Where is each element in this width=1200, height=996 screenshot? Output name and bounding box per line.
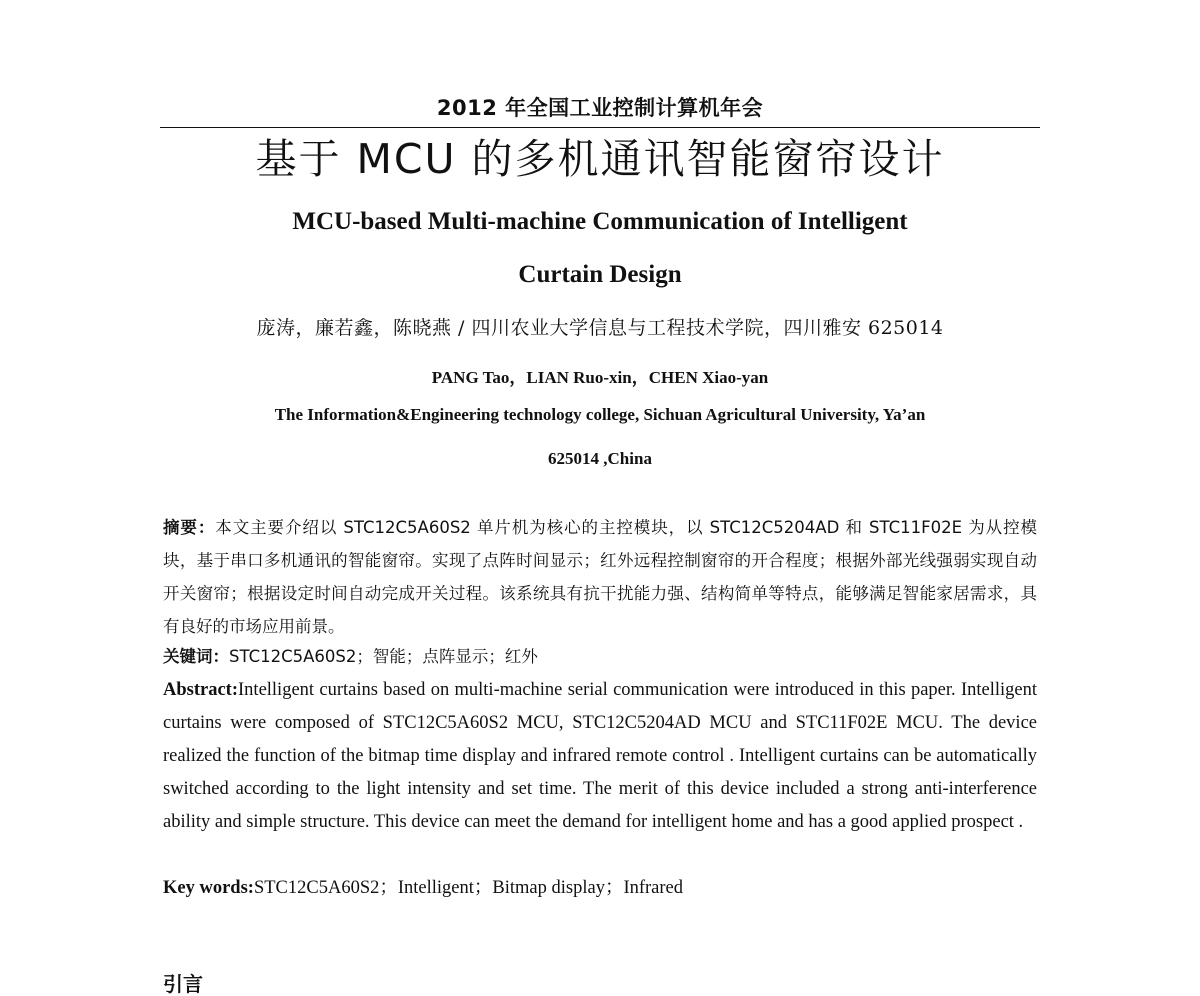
- english-keywords: [163, 873, 1037, 899]
- english-abstract-text: Intelligent curtains based on multi-machine serial communication were introduced in this paper. Intelligent curtains were composed of STC12C5A60S2 MCU, STC12C5204AD MCU and STC11F02E MCU. The device realized the function of the bitmap time display and infrared remote control . Intelligent curtains can be automatically switched according to the light intensity and set time. The merit of this device included a strong anti-interference ability and simple structure. This device can meet the demand for intelligent home and has a good applied prospect .: [163, 680, 1037, 832]
- english-keywords-text: STC12C5A60S2；Intelligent；Bitmap display；Infrared: [253, 878, 684, 898]
- header-rule: [160, 127, 1040, 128]
- chinese-abstract-text: 本文主要介绍以 STC12C5A60S2 单片机为核心的主控模块，以 STC12C5204AD 和 STC11F02E 为从控模块，基于串口多机通讯的智能窗帘。实现了点阵时间显示；红外远程控制窗帘的开合程度；根据外部光线强弱实现自动开关窗帘；根据设定时间自动完成开关过程。该系统具有抗干扰能力强、结构简单等特点，能够满足智能家居需求，具有良好的市场应用前景。: [163, 518, 1038, 636]
- chinese-abstract: [163, 511, 1037, 643]
- chinese-keywords-text: STC12C5A60S2；智能；点阵显示；红外: [229, 647, 538, 666]
- conference-header: 2012 年全国工业控制计算机年会: [436, 96, 764, 120]
- english-authors: PANG Tao，LIAN Ruo-xin，CHEN Xiao-yan: [431, 368, 769, 387]
- affiliation-line-2: 625014 ,China: [548, 449, 652, 468]
- english-title-line-1: MCU-based Multi-machine Communication of Intelligent: [292, 208, 908, 235]
- chinese-keywords-label: 关键词：: [163, 647, 229, 666]
- english-title-line-2: Curtain Design: [518, 261, 682, 288]
- chinese-abstract-label: 摘要：: [163, 518, 216, 537]
- english-keywords-label: Key words:: [163, 878, 254, 898]
- english-abstract: [163, 674, 1037, 839]
- english-abstract-label: Abstract:: [163, 680, 239, 700]
- chinese-keywords: [163, 643, 1037, 667]
- affiliation-line-1: The Information&Engineering technology college, Sichuan Agricultural University, Ya’an: [274, 405, 926, 424]
- introduction-heading: 引言: [163, 972, 203, 996]
- chinese-authors: 庞涛，廉若鑫，陈晓燕 / 四川农业大学信息与工程技术学院，四川雅安 625014: [256, 317, 944, 339]
- chinese-title: 基于 MCU 的多机通讯智能窗帘设计: [255, 135, 945, 183]
